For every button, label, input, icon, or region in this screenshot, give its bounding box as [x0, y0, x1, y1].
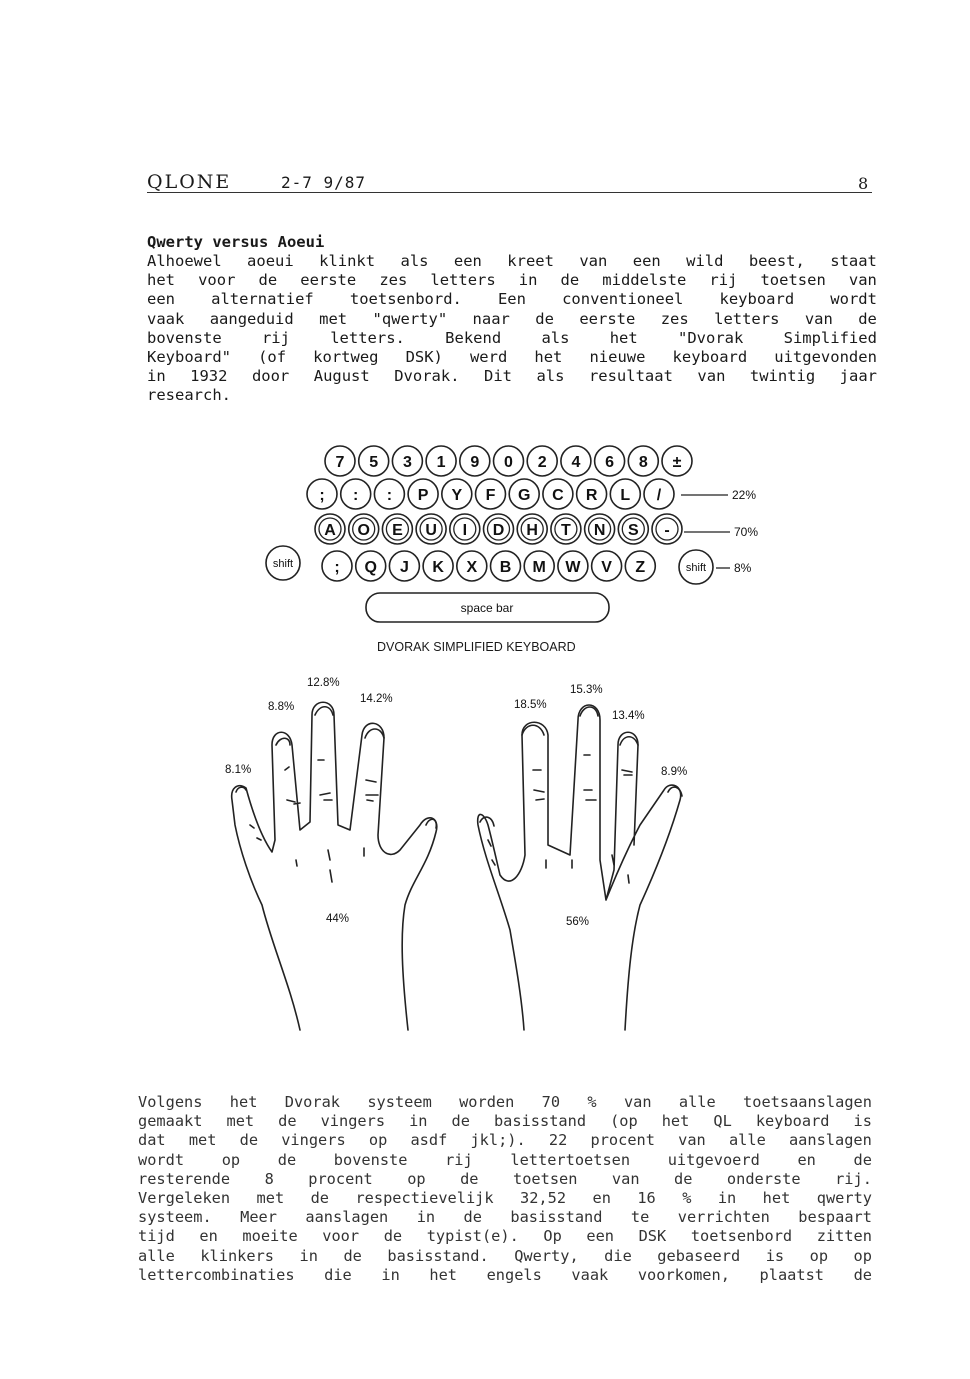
key-label: ; — [319, 487, 325, 504]
word: op — [853, 1246, 872, 1265]
word: resterende — [138, 1169, 231, 1188]
word: keyboard — [755, 1112, 830, 1131]
word: het — [609, 328, 638, 347]
word: 70 — [541, 1093, 561, 1111]
word: de — [343, 1246, 362, 1265]
key-label: : — [386, 487, 393, 504]
word: klinkers — [200, 1246, 275, 1265]
word: met — [226, 1112, 255, 1131]
word: van — [623, 1093, 652, 1111]
key-label: G — [517, 487, 531, 504]
word: middelste — [602, 271, 687, 290]
left-hand-outline — [232, 702, 437, 1030]
right-ring-pct: 13.4% — [612, 710, 645, 722]
key-label: 8 — [638, 454, 648, 471]
key-label: 3 — [402, 454, 412, 471]
word: gemaakt — [138, 1112, 203, 1131]
word: te — [630, 1208, 650, 1227]
word: nieuwe — [589, 347, 646, 366]
word: de — [277, 1150, 297, 1169]
word: alle — [138, 1246, 175, 1265]
word: DSK) — [405, 347, 443, 366]
left-hand-total-pct: 44% — [326, 913, 350, 925]
paragraph-line — [138, 1170, 872, 1189]
word: de — [460, 1169, 479, 1188]
word: in — [299, 1246, 318, 1265]
key-label: O — [357, 522, 370, 539]
word: de — [258, 271, 278, 290]
word: een — [632, 252, 661, 270]
word: Dvorak — [284, 1093, 340, 1111]
word: toetsen — [512, 1169, 578, 1188]
key-label: B — [499, 559, 512, 576]
word: in — [147, 367, 166, 386]
word: de — [853, 1150, 872, 1169]
word: 1932 — [190, 367, 228, 386]
right-hand-outline — [478, 705, 681, 1030]
word: die — [604, 1246, 632, 1265]
word: die — [324, 1265, 352, 1284]
word: bovenste — [147, 328, 222, 347]
word: letters. — [330, 328, 405, 347]
word: wordt — [830, 290, 877, 309]
key-label: V — [601, 559, 612, 576]
word: bovenste — [333, 1150, 408, 1169]
word: dat — [138, 1131, 166, 1150]
left-middle-pct: 12.8% — [307, 677, 340, 689]
word: van — [611, 1169, 640, 1188]
word: "qwerty" — [372, 309, 448, 328]
key-label: Z — [635, 559, 646, 576]
space-bar-label: space bar — [460, 601, 514, 615]
word: naar — [472, 309, 510, 328]
word: beest, — [748, 252, 805, 270]
word: plaatst — [759, 1265, 824, 1284]
word: wild — [686, 252, 724, 270]
word: vaak — [571, 1265, 609, 1284]
word: is — [765, 1246, 785, 1265]
key-label: Y — [451, 487, 463, 504]
word: zes — [660, 309, 689, 328]
word: het — [147, 271, 175, 290]
word: de — [463, 1208, 482, 1227]
word: voorkomen, — [637, 1265, 730, 1284]
key-label: R — [585, 487, 598, 504]
word: eerste — [300, 271, 357, 290]
word: vaak — [147, 309, 185, 328]
word: resultaat — [588, 367, 673, 386]
word: Dit — [484, 367, 512, 386]
key-label: S — [627, 522, 639, 539]
word: in — [416, 1208, 436, 1227]
word: alle — [678, 1093, 716, 1111]
word: qwerty — [816, 1188, 872, 1207]
key-label: 4 — [571, 454, 581, 471]
word: letters — [714, 309, 780, 328]
left-ring-pct: 8.8% — [268, 701, 295, 713]
word: met — [256, 1188, 285, 1207]
word: rij. — [835, 1169, 872, 1188]
word: lettertoetsen — [510, 1150, 631, 1169]
word: % — [682, 1188, 692, 1207]
word: aoeui — [247, 252, 294, 270]
shift-key-label: shift — [272, 558, 294, 570]
word: verrichten — [677, 1208, 770, 1227]
word: de — [674, 1169, 693, 1188]
word: Dvorak. — [394, 367, 460, 386]
word: QL — [713, 1112, 732, 1131]
word: worden — [459, 1093, 515, 1111]
word: % — [587, 1093, 597, 1111]
word: conventioneel — [562, 290, 684, 309]
word: en — [199, 1227, 218, 1246]
word: 32,52 — [520, 1188, 567, 1207]
word: basisstand — [493, 1112, 587, 1131]
word: en — [592, 1188, 611, 1207]
right-pinky-pct: 8.9% — [661, 766, 688, 778]
key-label: X — [466, 559, 478, 576]
word: vingers — [320, 1112, 386, 1131]
word: in — [717, 1188, 737, 1207]
key-label: / — [656, 487, 662, 504]
word: Qwerty, — [514, 1246, 579, 1265]
key-label: P — [417, 487, 429, 504]
word: met — [319, 309, 348, 328]
right-hand-total-pct: 56% — [566, 916, 590, 928]
word: met — [188, 1131, 217, 1150]
word: toetsenbord. — [349, 290, 462, 309]
word: systeem. — [138, 1208, 212, 1227]
key-label: H — [526, 522, 538, 539]
paragraph-line — [138, 1208, 872, 1227]
word: een — [147, 290, 175, 309]
word: in — [381, 1265, 400, 1284]
key-label: ± — [672, 454, 682, 471]
word: procent — [308, 1169, 373, 1188]
word: eerste — [579, 309, 636, 328]
key-label: - — [664, 522, 670, 539]
key-label: : — [353, 487, 359, 504]
key-label: 7 — [335, 454, 345, 471]
word: in — [409, 1112, 428, 1131]
paragraph-line — [138, 1131, 872, 1150]
key-label: 2 — [537, 454, 547, 471]
word: de — [451, 1112, 470, 1131]
word: staat — [830, 252, 877, 270]
paragraph-line — [138, 1247, 872, 1266]
word: door — [251, 367, 290, 386]
word: op — [368, 1131, 388, 1150]
word: Keyboard" — [147, 347, 231, 366]
shift-key-label: shift — [685, 562, 707, 574]
key-label: L — [620, 487, 631, 504]
paragraph-line — [138, 1189, 872, 1208]
word: op — [221, 1150, 241, 1169]
word: alle — [728, 1131, 766, 1150]
word: 22 — [548, 1131, 568, 1150]
word: de — [278, 1112, 297, 1131]
paragraph-2 — [138, 1093, 872, 1285]
word: tijd — [138, 1227, 175, 1246]
word: het — [661, 1112, 690, 1131]
word: is — [853, 1112, 872, 1131]
key-label: A — [324, 522, 336, 539]
word: kortweg — [313, 347, 379, 366]
word: letters — [430, 271, 496, 290]
word: "Dvorak — [678, 328, 744, 347]
word: 16 — [637, 1188, 656, 1207]
word: systeem — [367, 1093, 432, 1111]
word: van — [848, 271, 877, 290]
key-label: 9 — [470, 454, 480, 471]
right-index-pct: 18.5% — [514, 699, 547, 711]
word: 8 — [264, 1169, 274, 1188]
word: een — [453, 252, 482, 270]
word: jkl;). — [470, 1131, 526, 1150]
key-label: Q — [364, 559, 377, 576]
word: Op — [543, 1227, 562, 1246]
word: procent — [590, 1131, 655, 1150]
word: keyboard — [672, 347, 748, 366]
word: op — [809, 1246, 829, 1265]
word: Alhoewel — [147, 252, 222, 270]
word: zitten — [816, 1227, 872, 1246]
key-label: C — [552, 487, 564, 504]
word: een — [586, 1227, 615, 1246]
key-label: M — [532, 559, 546, 576]
row-percentage: 8% — [734, 561, 752, 575]
word: typist(e). — [426, 1227, 519, 1246]
word: de — [383, 1227, 403, 1246]
word: uitgevonden — [774, 347, 877, 366]
key-label: U — [425, 522, 437, 539]
paragraph-line — [138, 1227, 872, 1246]
left-index-pct: 14.2% — [360, 693, 393, 705]
word: vingers — [281, 1131, 346, 1150]
key-label: D — [492, 522, 505, 539]
key-label: K — [432, 559, 444, 576]
word: van — [804, 309, 833, 328]
word: Bekend — [445, 328, 502, 347]
word: als — [400, 252, 429, 270]
word: kreet — [507, 252, 554, 270]
keyboard-caption: DVORAK SIMPLIFIED KEYBOARD — [377, 640, 576, 654]
word: moeite — [242, 1227, 298, 1246]
word: August — [313, 367, 370, 386]
key-label: J — [399, 559, 409, 576]
word: uitgevoerd — [667, 1150, 760, 1169]
magazine-title: QLONE — [147, 171, 232, 193]
word: wordt — [138, 1150, 185, 1169]
key-label: F — [485, 487, 496, 504]
word: en — [797, 1150, 816, 1169]
word: het — [534, 347, 563, 366]
word: zes — [379, 271, 408, 290]
word: rij — [261, 328, 290, 347]
word: het — [229, 1093, 258, 1111]
word: in — [518, 271, 538, 290]
right-middle-pct: 15.3% — [570, 684, 603, 696]
word: aanslagen — [305, 1208, 389, 1227]
word: toetsaanslagen — [743, 1093, 872, 1111]
word: Simplified — [783, 328, 877, 347]
word: als — [541, 328, 570, 347]
word: Vergeleken — [138, 1188, 231, 1207]
word: de — [853, 1265, 872, 1284]
word: twintig — [749, 367, 816, 386]
word: toetsenbord — [690, 1227, 793, 1246]
word: rij — [445, 1150, 473, 1169]
word: Volgens — [138, 1093, 203, 1111]
key-label: W — [565, 559, 581, 576]
paragraph-line — [138, 1112, 872, 1131]
word: werd — [469, 347, 508, 366]
word: basisstand — [510, 1208, 603, 1227]
key-label: 1 — [436, 454, 446, 471]
paragraph-line — [138, 1093, 872, 1112]
word: het — [762, 1188, 791, 1207]
word: lettercombinaties — [138, 1265, 295, 1284]
dvorak-keyboard-illustration — [266, 446, 758, 622]
word: voor — [198, 271, 236, 290]
article-heading: Qwerty versus Aoeui — [147, 233, 325, 251]
word: Meer — [240, 1208, 277, 1227]
word: rij — [709, 271, 738, 290]
key-label: ; — [334, 559, 340, 576]
word: asdf — [410, 1131, 448, 1150]
word: van — [697, 367, 726, 386]
word: op — [407, 1169, 426, 1188]
paragraph-line — [138, 1266, 872, 1285]
word: het — [429, 1265, 457, 1284]
word: (of — [258, 347, 287, 366]
word: Een — [497, 290, 526, 309]
key-label: T — [561, 522, 571, 539]
word: toetsen — [760, 271, 826, 290]
word: de — [858, 309, 877, 328]
issue-number: 2-7 9/87 — [281, 173, 367, 192]
page-number: 8 — [858, 174, 869, 193]
key-label: E — [392, 522, 403, 539]
word: jaar — [839, 367, 877, 386]
word: aanslagen — [788, 1131, 872, 1150]
word: aangeduid — [209, 309, 294, 328]
left-pinky-pct: 8.1% — [225, 764, 252, 776]
word: engels — [486, 1265, 542, 1284]
row-percentage: 70% — [734, 525, 759, 539]
word: de — [535, 309, 554, 328]
word: van — [579, 252, 608, 270]
key-label: 6 — [605, 454, 615, 471]
hands-illustration — [232, 702, 682, 1030]
word: gebaseerd — [657, 1246, 741, 1265]
word: respectievelijk — [355, 1188, 494, 1207]
word: bespaart — [798, 1208, 872, 1227]
word: de — [310, 1188, 330, 1207]
word: basisstand. — [387, 1246, 489, 1265]
row-percentage: 22% — [732, 488, 757, 502]
key-label: N — [593, 522, 606, 539]
word: voor — [322, 1227, 360, 1246]
paragraph-line: research. — [147, 386, 231, 405]
key-label: I — [462, 522, 468, 539]
word: klinkt — [319, 252, 376, 270]
word: als — [536, 367, 565, 386]
word: alternatief — [211, 290, 314, 309]
word: de — [560, 271, 580, 290]
word: van — [678, 1131, 706, 1150]
key-label: 0 — [504, 454, 513, 471]
paragraph-line — [138, 1151, 872, 1170]
word: de — [239, 1131, 259, 1150]
word: keyboard — [719, 290, 795, 309]
word: DSK — [638, 1227, 667, 1246]
key-label: 5 — [369, 454, 379, 471]
word: (op — [610, 1112, 638, 1131]
word: onderste — [726, 1169, 801, 1188]
